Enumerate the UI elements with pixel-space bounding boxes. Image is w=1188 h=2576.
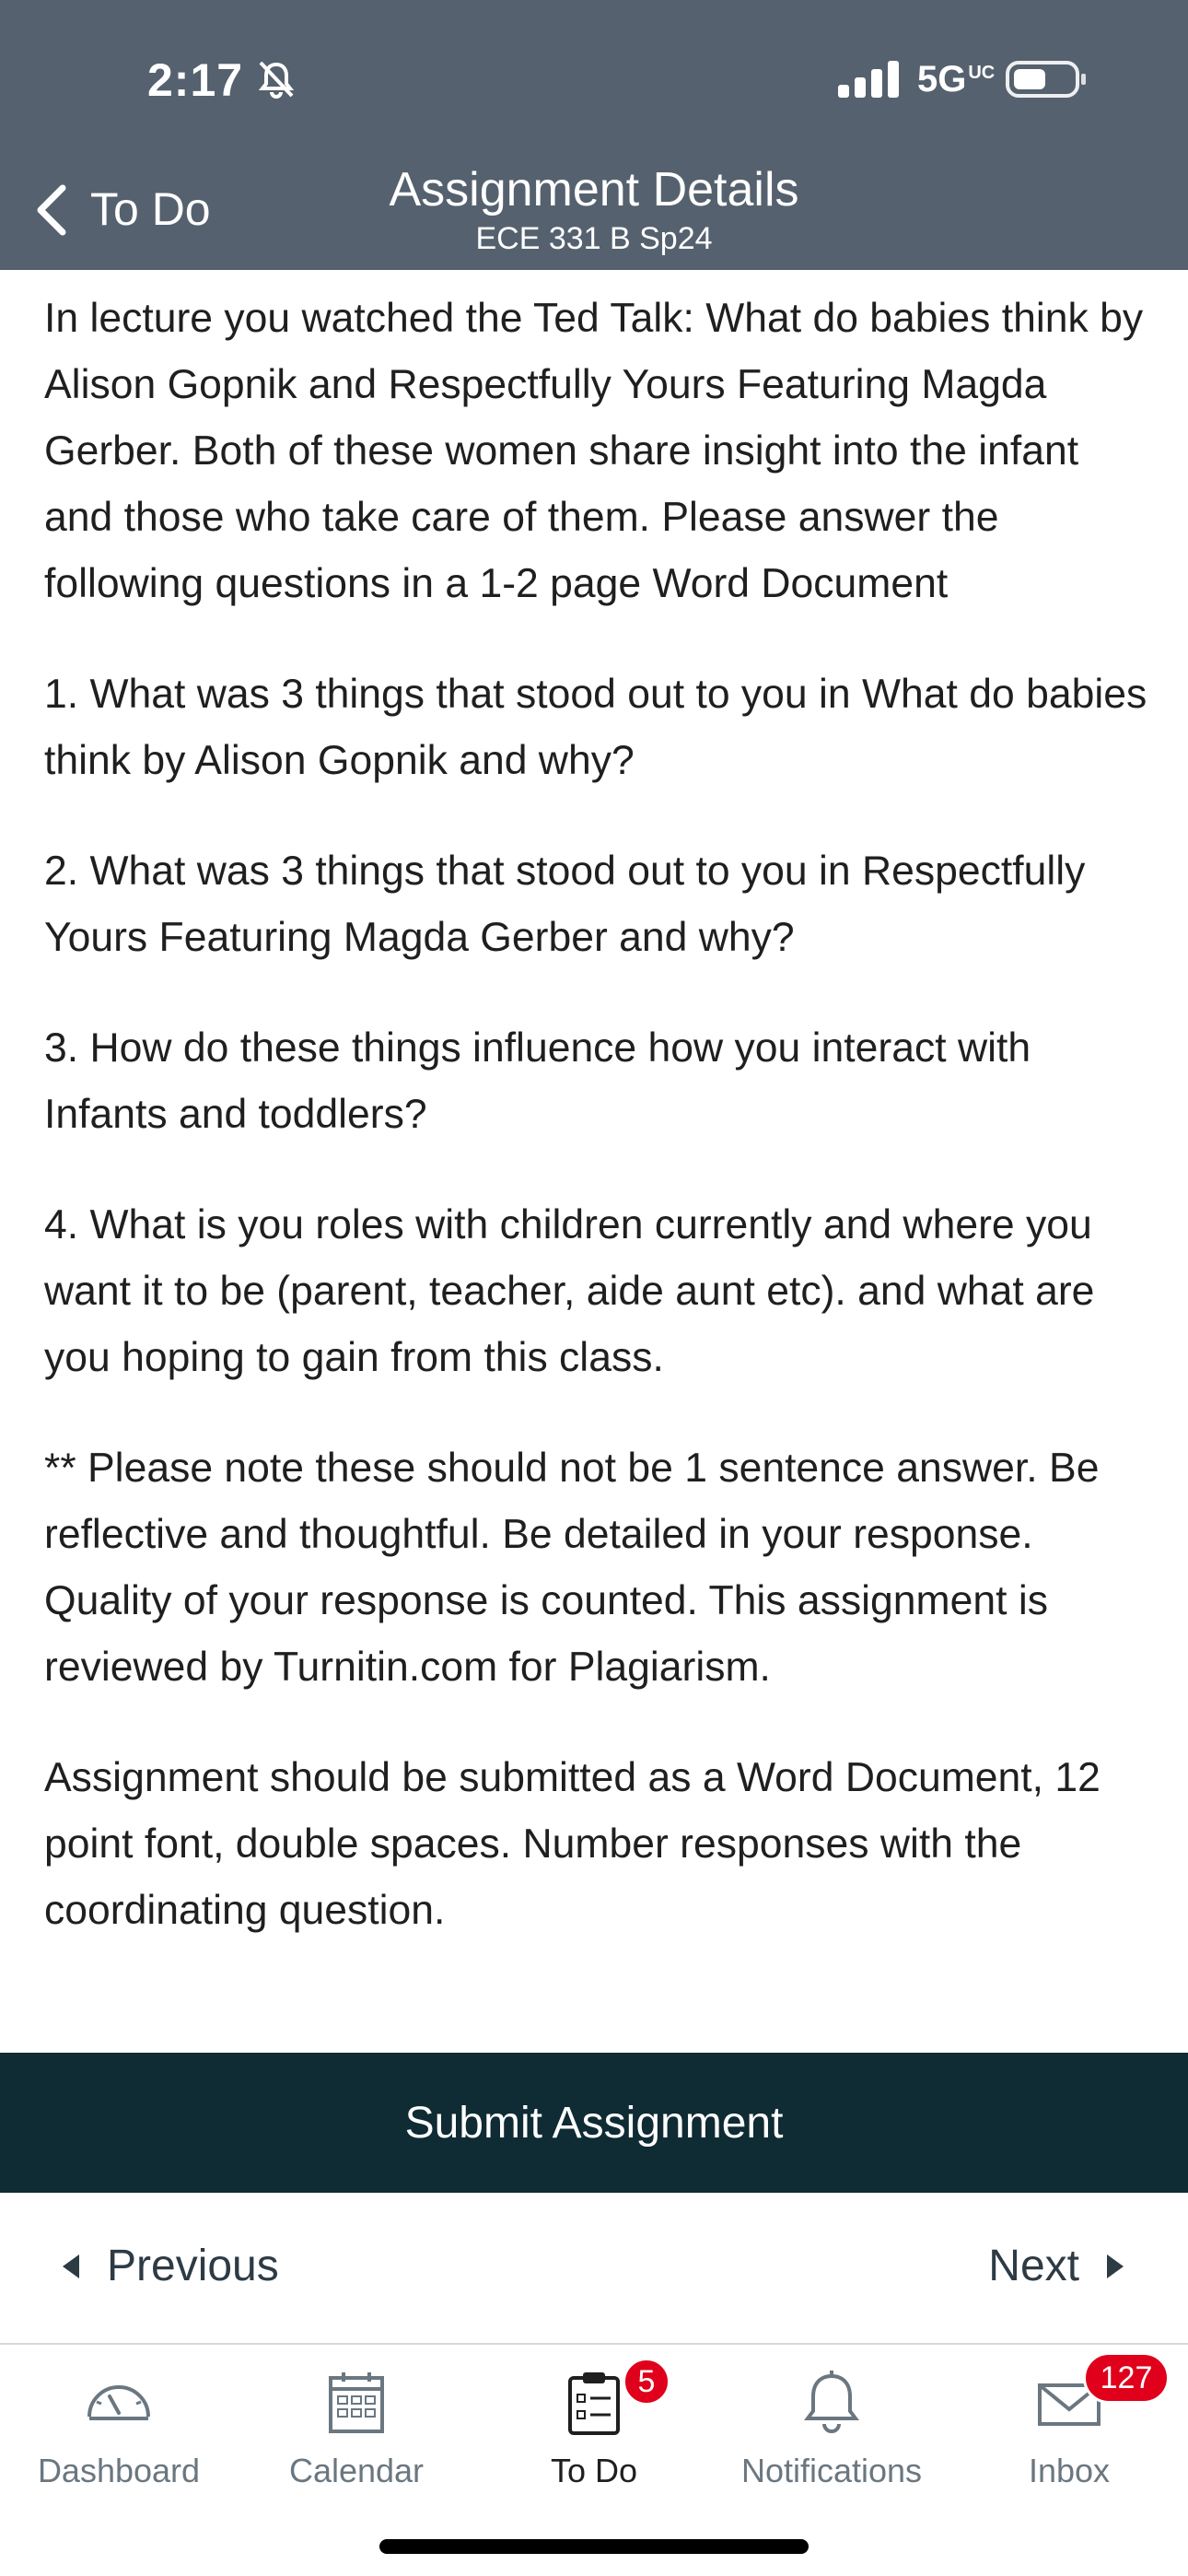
tab-calendar[interactable] [238, 2347, 475, 2531]
question-2: 2. What was 3 things that stood out to you in Respectfully Yours Featuring Magda Gerber and why? [44, 849, 1086, 960]
previous-label: Previous [107, 2242, 279, 2290]
bell-slash-icon [256, 59, 297, 100]
question-4: 4. What is you roles with children currently and where you want it to be (parent, teacher, aide aunt etc). and what are you hoping to gain from this class. [44, 1202, 1095, 1380]
question-3: 3. How do these things influence how you interact with Infants and toddlers? [44, 1025, 1031, 1137]
cellular-signal-icon [838, 61, 901, 98]
inbox-count-badge: 127 [1083, 2352, 1170, 2404]
tab-label: Dashboard [37, 2452, 201, 2489]
course-subtitle: ECE 331 B Sp24 [475, 221, 713, 256]
bell-icon [795, 2365, 868, 2439]
tab-label: To Do [550, 2452, 638, 2489]
tab-label: Notifications [740, 2452, 923, 2489]
assignment-description [44, 286, 1149, 1988]
previous-button[interactable] [63, 2241, 279, 2291]
pager-row [0, 2193, 1188, 2345]
todo-count-badge: 5 [623, 2358, 670, 2406]
triangle-left-icon [63, 2254, 79, 2278]
tab-todo[interactable] [475, 2347, 713, 2531]
tab-label: Calendar [288, 2452, 425, 2489]
home-indicator[interactable] [379, 2539, 809, 2554]
header-bar [0, 0, 1188, 270]
calendar-icon [320, 2365, 393, 2439]
dashboard-gauge-icon [82, 2365, 156, 2439]
note-paragraph: ** Please note these should not be 1 sentence answer. Be reflective and thoughtful. Be detailed in your response. Quality of your response is counted. This assignment is reviewed by Turnitin.com for Plagiarism. [44, 1446, 1100, 1690]
triangle-right-icon [1107, 2254, 1124, 2278]
status-time: 2:17 [147, 54, 244, 106]
submission-instructions: Assignment should be submitted as a Word Document, 12 point font, double spaces. Number responses with the coordinating question. [44, 1755, 1101, 1933]
back-button[interactable]: To Do [90, 183, 211, 235]
question-1: 1. What was 3 things that stood out to you in What do babies think by Alison Gopnik and why? [44, 672, 1147, 783]
next-button[interactable] [988, 2241, 1124, 2291]
page-title: Assignment Details [389, 163, 799, 217]
next-label: Next [988, 2242, 1079, 2290]
intro-paragraph: In lecture you watched the Ted Talk: What do babies think by Alison Gopnik and Respectfully Yours Featuring Magda Gerber. Both of these women share insight into the infant and those who take care of them. Please answer the following questions in a 1-2 page Word Document [44, 296, 1144, 606]
todo-clipboard-icon [557, 2365, 631, 2439]
submit-assignment-button[interactable]: Submit Assignment [0, 2053, 1188, 2193]
tab-inbox[interactable] [950, 2347, 1188, 2531]
tab-notifications[interactable] [713, 2347, 950, 2531]
tab-label: Inbox [1028, 2452, 1111, 2489]
battery-icon [1006, 59, 1089, 100]
tab-dashboard[interactable] [0, 2347, 238, 2531]
network-indicator: 5G $^{UC}$ [917, 59, 996, 100]
